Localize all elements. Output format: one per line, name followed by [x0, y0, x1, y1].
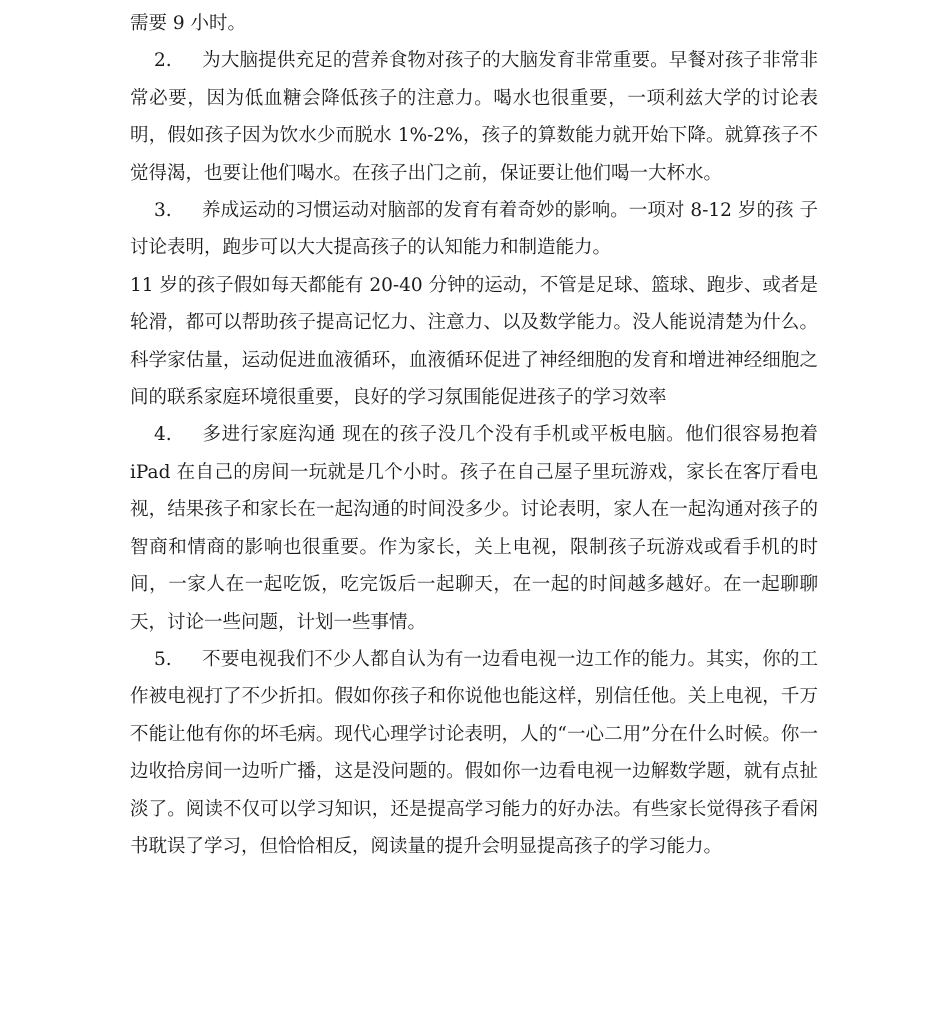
item-text: 养成运动的习惯运动对脑部的发育有着奇妙的影响。一项对 8-12 岁的孩 子讨论表明，跑步可以大大提高孩子的认知能力和制造能力。: [130, 200, 818, 259]
list-item-3: [130, 192, 818, 267]
list-item-2: [130, 42, 818, 192]
lead-line: 需要 9 小时。: [130, 13, 247, 34]
item-number: 2.: [154, 50, 172, 72]
list-item-5: [130, 641, 818, 865]
item-text: 为大脑提供充足的营养食物对孩子的大脑发育非常重要。早餐对孩子非常非常必要，因为低血糖会降低孩子的注意力。喝水也很重要，一项利兹大学的讨论表明，假如孩子因为饮水少而脱水 1%-2%，孩子的算数能力就开始下降。就算孩子不觉得渴，也要让他们喝水。在孩子出门之前，保证要让他们喝一大杯水。: [130, 50, 818, 184]
item-number: 3.: [154, 200, 172, 222]
document-page: [130, 5, 818, 865]
list-item-4: [130, 416, 818, 640]
item-text: 不要电视我们不少人都自认为有一边看电视一边工作的能力。其实，你的工作被电视打了不少折扣。假如你孩子和你说他也能这样，别信任他。关上电视，千万不能让他有你的坏毛病。现代心理学讨论表明，人的“一心二用”分在什么时候。你一边收拾房间一边听广播，这是没问题的。假如你一边看电视一边解数学题，就有点扯淡了。阅读不仅可以学习知识，还是提高学习能力的好办法。有些家长觉得孩子看闲书耽误了学习，但恰恰相反，阅读量的提升会明显提高孩子的学习能力。: [130, 648, 818, 857]
item-number: 4.: [154, 424, 172, 446]
item-number: 5.: [154, 648, 172, 670]
continuation-paragraph: 11 岁的孩子假如每天都能有 20-40 分钟的运动，不管是足球、篮球、跑步、或者是轮滑，都可以帮助孩子提高记忆力、注意力、以及数学能力。没人能说清楚为什么。科学家估量，运动促进血液循环，血液循环促进了神经细胞的发育和增进神经细胞之间的联系家庭环境很重要，良好的学习氛围能促进孩子的学习效率: [130, 274, 818, 409]
item-text: 多进行家庭沟通 现在的孩子没几个没有手机或平板电脑。他们很容易抱着 iPad 在自己的房间一玩就是几个小时。孩子在自己屋子里玩游戏，家长在客厅看电视，结果孩子和家长在一起沟通的时间没多少。讨论表明，家人在一起沟通对孩子的智商和情商的影响也很重要。作为家长，关上电视，限制孩子玩游戏或看手机的时间，一家人在一起吃饭，吃完饭后一起聊天，在一起的时间越多越好。在一起聊聊天，讨论一些问题，计划一些事情。: [130, 424, 818, 633]
